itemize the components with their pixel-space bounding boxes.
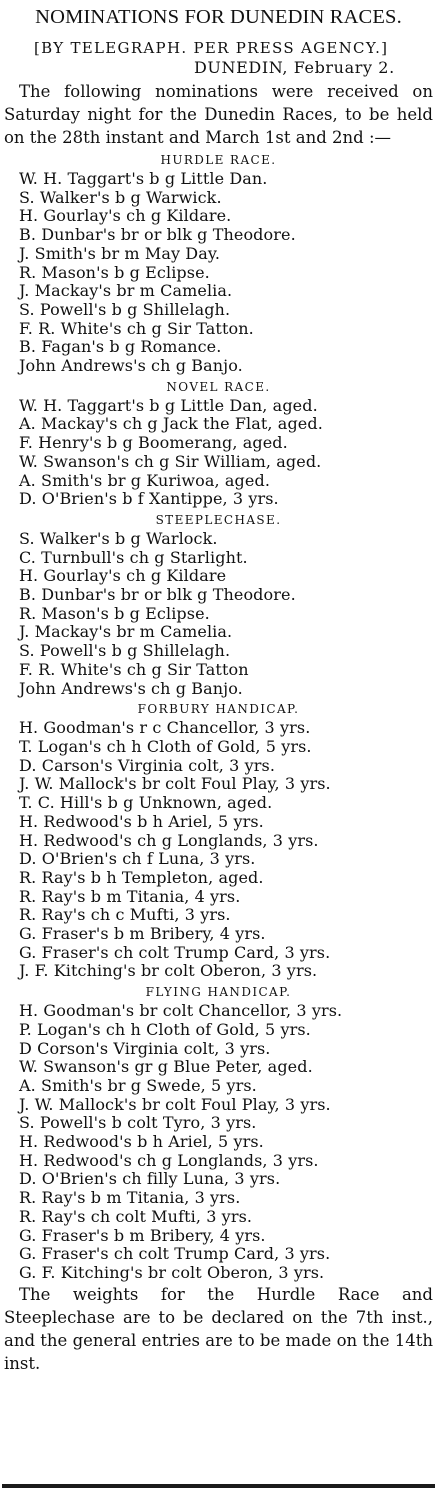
place-date-line: DUNEDIN, February 2. xyxy=(194,58,395,77)
nomination-entry: A. Smith's br g Kuriwoa, aged. xyxy=(19,470,270,490)
nomination-entry: John Andrews's ch g Banjo. xyxy=(19,678,243,698)
nomination-entry: W. Swanson's ch g Sir William, aged. xyxy=(19,451,322,471)
nomination-entry: R. Mason's b g Eclipse. xyxy=(19,262,210,282)
bottom-rule xyxy=(2,1484,435,1488)
race-title: FLYING HANDICAP. xyxy=(145,985,292,1000)
nomination-entry: J. W. Mallock's br colt Foul Play, 3 yrs. xyxy=(19,1094,331,1114)
nomination-entry: J. W. Mallock's br colt Foul Play, 3 yrs. xyxy=(19,774,331,794)
nomination-entry: D. O'Brien's ch filly Luna, 3 yrs. xyxy=(19,1169,281,1189)
nomination-entry: J. Mackay's br m Camelia. xyxy=(19,281,233,301)
nomination-entry: P. Logan's ch h Cloth of Gold, 5 yrs. xyxy=(19,1019,311,1039)
nomination-entry: H. Redwood's b h Ariel, 5 yrs. xyxy=(19,1132,264,1152)
nomination-entry: W. H. Taggart's b g Little Dan, aged. xyxy=(19,395,318,415)
nomination-entry: S. Powell's b g Shillelagh. xyxy=(19,641,231,661)
race-title: STEEPLECHASE. xyxy=(155,512,282,527)
nomination-entry: B. Dunbar's br or blk g Theodore. xyxy=(19,585,296,605)
nomination-entry: S. Walker's b g Warwick. xyxy=(19,187,222,207)
nomination-entry: D Corson's Virginia colt, 3 yrs. xyxy=(19,1038,271,1058)
race-section xyxy=(4,378,433,509)
nomination-entry: F. R. White's ch g Sir Tatton. xyxy=(19,318,254,338)
race-section xyxy=(4,700,433,981)
nomination-list xyxy=(4,530,433,698)
nomination-entry: H. Gourlay's ch g Kildare. xyxy=(19,206,232,226)
nomination-entry: A. Smith's br g Swede, 5 yrs. xyxy=(19,1075,257,1095)
race-title: NOVEL RACE. xyxy=(166,379,271,394)
closing-paragraph: The weights for the Hurdle Race and Steeplechase are to be declared on the 7th inst., and the general entries are to be made on the 14th inst. xyxy=(4,1284,433,1373)
nomination-entry: T. C. Hill's b g Unknown, aged. xyxy=(19,793,273,813)
nomination-entry: W. Swanson's gr g Blue Peter, aged. xyxy=(19,1057,313,1077)
nomination-entry: F. R. White's ch g Sir Tatton xyxy=(19,659,249,679)
nomination-entry: J. Smith's br m May Day. xyxy=(19,243,221,263)
nomination-entry: R. Ray's b m Titania, 4 yrs. xyxy=(19,886,241,906)
nomination-entry: R. Ray's b h Templeton, aged. xyxy=(19,867,264,887)
race-title: FORBURY HANDICAP. xyxy=(137,702,300,717)
race-nominations xyxy=(4,151,433,1283)
nomination-entry: H. Goodman's r c Chancellor, 3 yrs. xyxy=(19,718,311,738)
nomination-entry: D. Carson's Virginia colt, 3 yrs. xyxy=(19,755,276,775)
nomination-entry: G. Fraser's ch colt Trump Card, 3 yrs. xyxy=(19,1244,331,1264)
nomination-entry: H. Gourlay's ch g Kildare xyxy=(19,566,227,586)
nomination-entry: R. Ray's ch c Mufti, 3 yrs. xyxy=(19,905,231,925)
nomination-entry: B. Fagan's b g Romance. xyxy=(19,337,222,357)
article-headline: NOMINATIONS FOR DUNEDIN RACES. xyxy=(35,6,402,28)
telegraph-source-line: [BY TELEGRAPH. PER PRESS AGENCY.] xyxy=(34,39,389,57)
race-section xyxy=(4,151,433,376)
nomination-entry: John Andrews's ch g Banjo. xyxy=(19,356,243,376)
nomination-list xyxy=(4,397,433,509)
nomination-entry: W. H. Taggart's b g Little Dan. xyxy=(19,169,268,188)
nomination-entry: B. Dunbar's br or blk g Theodore. xyxy=(19,225,296,245)
race-section xyxy=(4,511,433,698)
nomination-entry: G. Fraser's b m Bribery, 4 yrs. xyxy=(19,1225,266,1245)
nomination-entry: J. F. Kitching's br colt Oberon, 3 yrs. xyxy=(19,961,318,981)
nomination-entry: H. Redwood's b h Ariel, 5 yrs. xyxy=(19,811,264,831)
intro-paragraph: The following nominations were received on Saturday night for the Dunedin Races, to be held on the 28th instant and March 1st and 2nd :— xyxy=(4,82,433,147)
nomination-entry: S. Powell's b colt Tyro, 3 yrs. xyxy=(19,1113,257,1133)
nomination-entry: G. Fraser's b m Bribery, 4 yrs. xyxy=(19,924,266,944)
nomination-entry: H. Redwood's ch g Longlands, 3 yrs. xyxy=(19,830,319,850)
nomination-entry: H. Redwood's ch g Longlands, 3 yrs. xyxy=(19,1150,319,1170)
nomination-list xyxy=(4,719,433,981)
nomination-entry: A. Mackay's ch g Jack the Flat, aged. xyxy=(19,414,323,434)
nomination-entry: S. Powell's b g Shillelagh. xyxy=(19,299,231,319)
nomination-entry: D. O'Brien's ch f Luna, 3 yrs. xyxy=(19,849,256,869)
nomination-entry: G. Fraser's ch colt Trump Card, 3 yrs. xyxy=(19,942,331,962)
nomination-entry: S. Walker's b g Warlock. xyxy=(19,528,218,548)
nomination-entry: C. Turnbull's ch g Starlight. xyxy=(19,547,248,567)
nomination-entry: T. Logan's ch h Cloth of Gold, 5 yrs. xyxy=(19,736,312,756)
nomination-entry: G. F. Kitching's br colt Oberon, 3 yrs. xyxy=(19,1262,325,1282)
nomination-entry: R. Ray's ch colt Mufti, 3 yrs. xyxy=(19,1206,253,1226)
race-section xyxy=(4,983,433,1283)
nomination-entry: R. Mason's b g Eclipse. xyxy=(19,603,210,623)
nomination-entry: H. Goodman's br colt Chancellor, 3 yrs. xyxy=(19,1001,343,1021)
nomination-entry: D. O'Brien's b f Xantippe, 3 yrs. xyxy=(19,489,279,509)
nomination-entry: F. Henry's b g Boomerang, aged. xyxy=(19,433,288,453)
nomination-list xyxy=(4,170,433,376)
nomination-list xyxy=(4,1002,433,1283)
nomination-entry: R. Ray's b m Titania, 3 yrs. xyxy=(19,1188,241,1208)
race-title: HURDLE RACE. xyxy=(160,153,277,167)
nomination-entry: J. Mackay's br m Camelia. xyxy=(19,622,233,642)
